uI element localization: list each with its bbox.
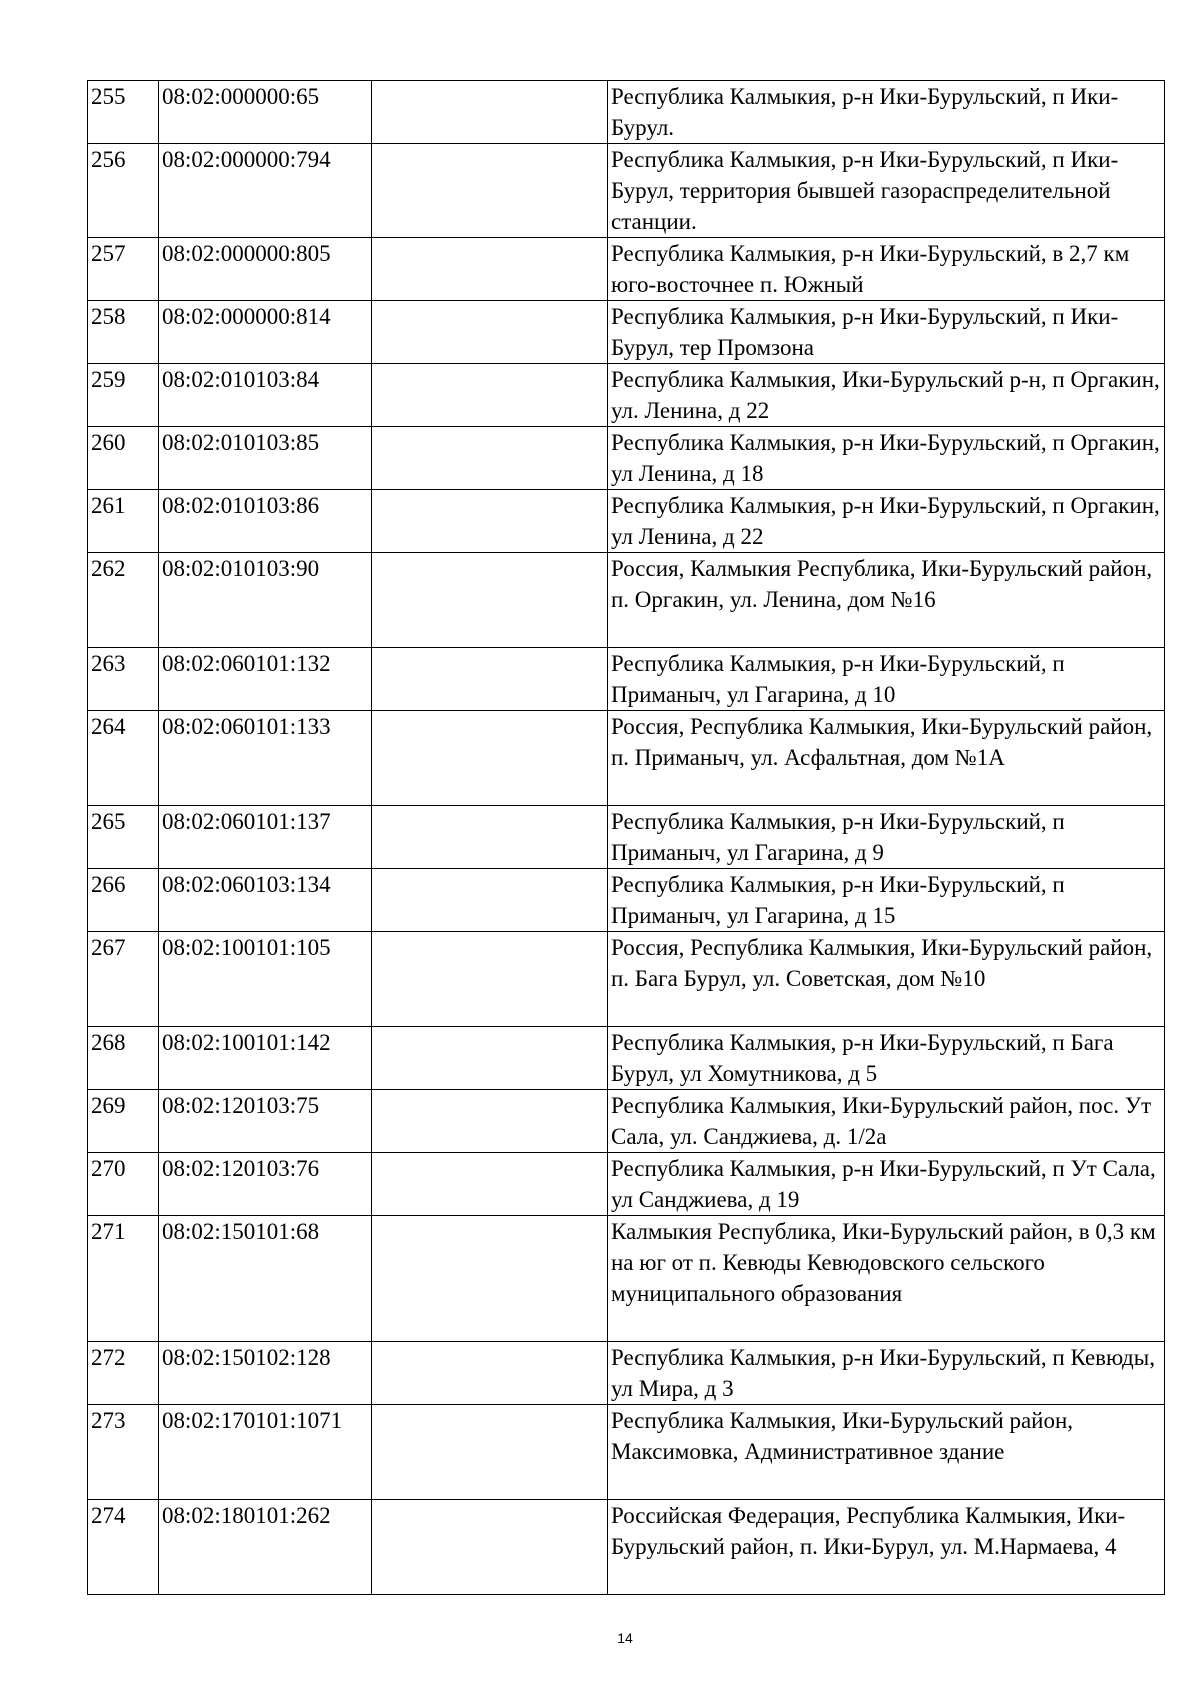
row-number: 270: [88, 1153, 159, 1216]
cadastral-number: 08:02:100101:142: [159, 1027, 372, 1090]
table-row: [88, 648, 1165, 711]
cadastral-number: 08:02:000000:805: [159, 238, 372, 301]
cadastral-number: 08:02:120103:75: [159, 1090, 372, 1153]
table-row: [88, 1153, 1165, 1216]
address-cell: Россия, Республика Калмыкия, Ики-Бурульский район, п. Приманыч, ул. Асфальтная, дом №1А: [608, 711, 1165, 806]
row-number: 269: [88, 1090, 159, 1153]
cadastral-number: 08:02:010103:85: [159, 427, 372, 490]
cadastral-number: 08:02:000000:814: [159, 301, 372, 364]
cadastral-number: 08:02:060101:132: [159, 648, 372, 711]
row-number: 255: [88, 81, 159, 144]
empty-cell: [372, 1500, 608, 1595]
cadastral-number: 08:02:170101:1071: [159, 1405, 372, 1500]
address-cell: Республика Калмыкия, р-н Ики-Бурульский, п Ики-Бурул, тер Промзона: [608, 301, 1165, 364]
table-row: [88, 869, 1165, 932]
table-row: [88, 1027, 1165, 1090]
table-row: [88, 1500, 1165, 1595]
address-cell: Республика Калмыкия, р-н Ики-Бурульский, п Бага Бурул, ул Хомутникова, д 5: [608, 1027, 1165, 1090]
cadastral-number: 08:02:120103:76: [159, 1153, 372, 1216]
page-number: 14: [617, 1630, 633, 1646]
row-number: 268: [88, 1027, 159, 1090]
empty-cell: [372, 711, 608, 806]
address-cell: Республика Калмыкия, р-н Ики-Бурульский, в 2,7 км юго-восточнее п. Южный: [608, 238, 1165, 301]
empty-cell: [372, 301, 608, 364]
row-number: 271: [88, 1216, 159, 1342]
empty-cell: [372, 1342, 608, 1405]
row-number: 265: [88, 806, 159, 869]
table-row: [88, 1342, 1165, 1405]
table-row: [88, 144, 1165, 238]
row-number: 259: [88, 364, 159, 427]
address-cell: Россия, Республика Калмыкия, Ики-Бурульский район, п. Бага Бурул, ул. Советская, дом №10: [608, 932, 1165, 1027]
row-number: 258: [88, 301, 159, 364]
empty-cell: [372, 490, 608, 553]
cadastral-number: 08:02:000000:65: [159, 81, 372, 144]
cadastral-number: 08:02:010103:86: [159, 490, 372, 553]
row-number: 267: [88, 932, 159, 1027]
registry-table-body: [88, 81, 1165, 1595]
empty-cell: [372, 1216, 608, 1342]
row-number: 256: [88, 144, 159, 238]
address-cell: Республика Калмыкия, р-н Ики-Бурульский, п Ики-Бурул.: [608, 81, 1165, 144]
empty-cell: [372, 806, 608, 869]
table-row: [88, 711, 1165, 806]
row-number: 264: [88, 711, 159, 806]
address-cell: Республика Калмыкия, р-н Ики-Бурульский, п Приманыч, ул Гагарина, д 10: [608, 648, 1165, 711]
address-cell: Республика Калмыкия, р-н Ики-Бурульский, п Кевюды, ул Мира, д 3: [608, 1342, 1165, 1405]
empty-cell: [372, 238, 608, 301]
cadastral-number: 08:02:060101:133: [159, 711, 372, 806]
row-number: 263: [88, 648, 159, 711]
table-row: [88, 553, 1165, 648]
row-number: 257: [88, 238, 159, 301]
table-row: [88, 238, 1165, 301]
row-number: 261: [88, 490, 159, 553]
cadastral-number: 08:02:150102:128: [159, 1342, 372, 1405]
address-cell: Республика Калмыкия, р-н Ики-Бурульский, п Ики-Бурул, территория бывшей газораспределительной станции.: [608, 144, 1165, 238]
empty-cell: [372, 648, 608, 711]
row-number: 262: [88, 553, 159, 648]
empty-cell: [372, 1090, 608, 1153]
cadastral-number: 08:02:060103:134: [159, 869, 372, 932]
table-row: [88, 806, 1165, 869]
empty-cell: [372, 364, 608, 427]
table-row: [88, 427, 1165, 490]
address-cell: Российская Федерация, Республика Калмыкия, Ики-Бурульский район, п. Ики-Бурул, ул. М.Нармаева, 4: [608, 1500, 1165, 1595]
cadastral-number: 08:02:010103:84: [159, 364, 372, 427]
row-number: 273: [88, 1405, 159, 1500]
table-row: [88, 1216, 1165, 1342]
row-number: 272: [88, 1342, 159, 1405]
row-number: 266: [88, 869, 159, 932]
cadastral-number: 08:02:150101:68: [159, 1216, 372, 1342]
address-cell: Республика Калмыкия, Ики-Бурульский район, пос. Ут Сала, ул. Санджиева, д. 1/2а: [608, 1090, 1165, 1153]
property-registry-table: [87, 80, 1165, 1595]
empty-cell: [372, 1153, 608, 1216]
empty-cell: [372, 144, 608, 238]
table-row: [88, 490, 1165, 553]
address-cell: Калмыкия Республика, Ики-Бурульский район, в 0,3 км на юг от п. Кевюды Кевюдовского сельского муниципального образования: [608, 1216, 1165, 1342]
table-row: [88, 932, 1165, 1027]
table-row: [88, 1090, 1165, 1153]
empty-cell: [372, 427, 608, 490]
table-row: [88, 1405, 1165, 1500]
empty-cell: [372, 553, 608, 648]
address-cell: Республика Калмыкия, Ики-Бурульский р-н, п Оргакин, ул. Ленина, д 22: [608, 364, 1165, 427]
cadastral-number: 08:02:100101:105: [159, 932, 372, 1027]
empty-cell: [372, 81, 608, 144]
address-cell: Республика Калмыкия, р-н Ики-Бурульский, п Приманыч, ул Гагарина, д 9: [608, 806, 1165, 869]
address-cell: Россия, Калмыкия Республика, Ики-Бурульский район, п. Оргакин, ул. Ленина, дом №16: [608, 553, 1165, 648]
cadastral-number: 08:02:180101:262: [159, 1500, 372, 1595]
address-cell: Республика Калмыкия, р-н Ики-Бурульский, п Приманыч, ул Гагарина, д 15: [608, 869, 1165, 932]
cadastral-number: 08:02:000000:794: [159, 144, 372, 238]
row-number: 274: [88, 1500, 159, 1595]
empty-cell: [372, 932, 608, 1027]
row-number: 260: [88, 427, 159, 490]
address-cell: Республика Калмыкия, р-н Ики-Бурульский, п Оргакин, ул Ленина, д 22: [608, 490, 1165, 553]
address-cell: Республика Калмыкия, р-н Ики-Бурульский, п Ут Сала, ул Санджиева, д 19: [608, 1153, 1165, 1216]
empty-cell: [372, 1027, 608, 1090]
table-row: [88, 301, 1165, 364]
empty-cell: [372, 1405, 608, 1500]
empty-cell: [372, 869, 608, 932]
address-cell: Республика Калмыкия, Ики-Бурульский район, Максимовка, Административное здание: [608, 1405, 1165, 1500]
cadastral-number: 08:02:060101:137: [159, 806, 372, 869]
table-row: [88, 364, 1165, 427]
table-row: [88, 81, 1165, 144]
cadastral-number: 08:02:010103:90: [159, 553, 372, 648]
address-cell: Республика Калмыкия, р-н Ики-Бурульский, п Оргакин, ул Ленина, д 18: [608, 427, 1165, 490]
